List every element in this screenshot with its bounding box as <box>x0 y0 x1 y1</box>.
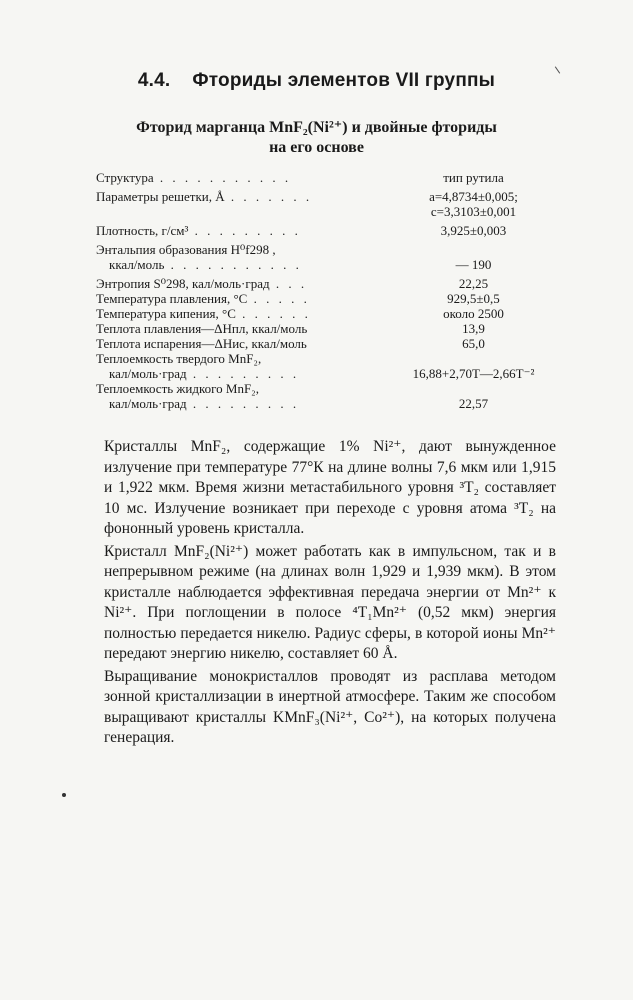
property-value: 13,9 <box>462 321 485 336</box>
property-row <box>96 189 556 204</box>
property-value: — 190 <box>455 257 492 272</box>
property-value: 3,925±0,003 <box>440 223 507 238</box>
property-row <box>96 336 556 351</box>
property-value: c=3,3103±0,001 <box>430 204 517 219</box>
paragraph-2: Кристалл MnF₂(Ni²⁺) может работать как в импульсном, так и в непрерывном режиме (на длинах волн 1,929 и 1,939 мкм). В этом кристалле наблюдается эффективная передача энергии от Mn²⁺ к Ni²⁺. При поглощении в полосе ⁴T₁Mn²⁺ (0,52 мкм) энергия полностью передается никелю. Радиус сферы, в которой ионы Mn²⁺ передают энергию никелю, составляет 60 Å. <box>104 542 556 662</box>
property-value: 22,57 <box>458 396 489 411</box>
property-value <box>391 381 556 396</box>
property-row <box>96 321 556 336</box>
property-label: Теплоемкость жидкого MnF₂, <box>96 381 259 396</box>
property-row <box>96 204 556 219</box>
property-label: кал/моль·град . . . . . . . . . <box>96 366 300 381</box>
property-label: Параметры решетки, Å . . . . . . . <box>96 189 313 204</box>
body-text <box>104 437 556 749</box>
ink-dot <box>62 793 66 797</box>
property-row <box>96 306 556 321</box>
property-row <box>96 366 556 381</box>
property-row <box>96 291 556 306</box>
property-value: около 2500 <box>443 306 504 321</box>
properties-table <box>96 170 556 411</box>
property-value: 16,88+2,70T—2,66T⁻² <box>412 366 535 381</box>
property-label: Плотность, г/см³ . . . . . . . . . <box>96 223 301 238</box>
property-label: Теплота плавления—ΔHпл, ккал/моль <box>96 321 308 336</box>
property-label: Энтропия S⁰298, кал/моль·град . . . <box>96 276 308 291</box>
paragraph-1: Кристаллы MnF₂, содержащие 1% Ni²⁺, дают вынужденное излучение при температуре 77°К на длине волны 7,6 мкм или 1,915 и 1,922 мкм. Время жизни метастабильного уровня ³T₂ составляет 10 мс. Излучение возникает при переходе с уровня атома ³T₂ на фононный уровень кристалла. <box>104 438 556 537</box>
subsection-line-2: на его основе <box>269 139 364 156</box>
property-label: Структура . . . . . . . . . . . <box>96 170 292 185</box>
property-label: Температура кипения, °С . . . . . . <box>96 306 311 321</box>
subsection-line-1: Фторид марганца MnF₂(Ni²⁺) и двойные фториды <box>136 119 497 136</box>
property-row <box>96 381 556 396</box>
property-row <box>96 396 556 411</box>
paragraph-3: Выращивание монокристаллов проводят из расплава методом зонной кристаллизации в инертной атмосфере. Таким же способом выращивают кристаллы KMnF₃(Ni²⁺, Co²⁺), на которых получена генерация. <box>104 667 556 746</box>
property-value <box>391 351 556 366</box>
property-row <box>96 242 556 257</box>
property-value: a=4,8734±0,005; <box>429 189 518 204</box>
property-row <box>96 351 556 366</box>
subsection-heading <box>0 118 633 158</box>
section-heading <box>0 70 633 92</box>
property-label: Энтальпия образования H⁰f298 , <box>96 242 276 257</box>
property-row <box>96 257 556 272</box>
property-label: Температура плавления, °С . . . . . <box>96 291 310 306</box>
section-title: Фториды элементов VII группы <box>192 70 496 91</box>
property-label: ккал/моль . . . . . . . . . . . <box>96 257 302 272</box>
property-label: Теплоемкость твердого MnF₂, <box>96 351 262 366</box>
property-value: 65,0 <box>462 336 485 351</box>
section-number: 4.4. <box>137 70 171 91</box>
property-row <box>96 223 556 238</box>
property-value: 22,25 <box>458 276 489 291</box>
property-label <box>96 204 391 219</box>
property-label: Теплота испарения—ΔHис, ккал/моль <box>96 336 307 351</box>
property-row <box>96 170 556 185</box>
property-value: 929,5±0,5 <box>447 291 500 306</box>
property-value <box>391 242 556 257</box>
property-value: тип рутила <box>443 170 504 185</box>
property-row <box>96 276 556 291</box>
property-label: кал/моль·град . . . . . . . . . <box>96 396 300 411</box>
